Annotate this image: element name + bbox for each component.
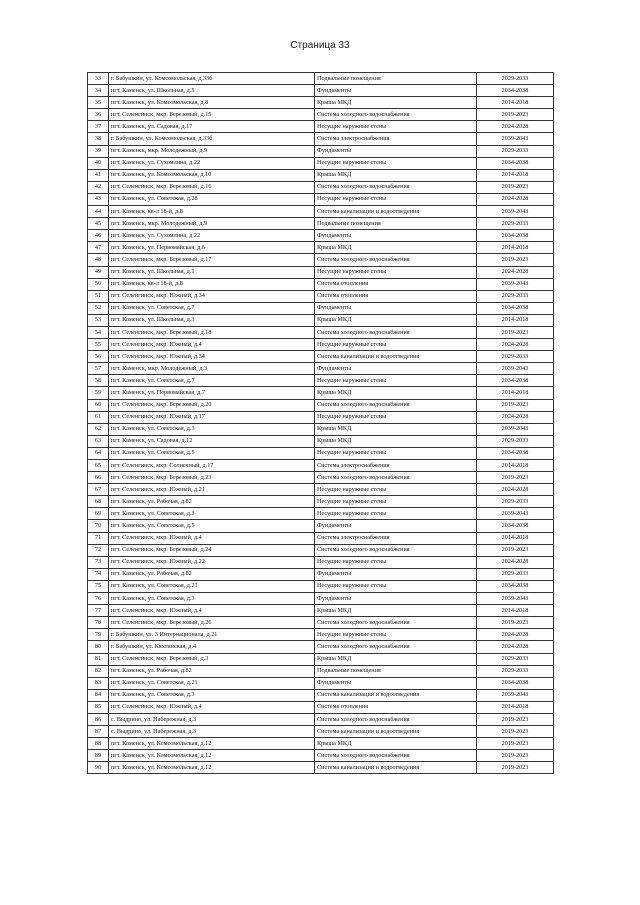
table-row bbox=[88, 762, 554, 774]
table-row bbox=[88, 193, 554, 205]
address-cell: пгт. Селенгинск, мкр. Южный, д.17 bbox=[109, 411, 315, 423]
table-row bbox=[88, 145, 554, 157]
work-type-cell: Несущие наружные стены bbox=[315, 375, 477, 387]
table-row bbox=[88, 508, 554, 520]
work-type-cell: Несущие наружные стены bbox=[315, 556, 477, 568]
row-number-cell: 73 bbox=[88, 556, 109, 568]
period-cell: 2039-2043 bbox=[477, 278, 554, 290]
period-cell: 2029-2033 bbox=[477, 73, 554, 85]
row-number-cell: 65 bbox=[88, 460, 109, 472]
period-cell: 2019-2023 bbox=[477, 109, 554, 121]
work-type-cell: Фундаменты bbox=[315, 145, 477, 157]
row-number-cell: 36 bbox=[88, 109, 109, 121]
period-cell: 2029-2033 bbox=[477, 145, 554, 157]
row-number-cell: 76 bbox=[88, 593, 109, 605]
address-cell: пгт. Селенгинск, мкр. Солнечный, д.17 bbox=[109, 460, 315, 472]
period-cell: 2029-2033 bbox=[477, 568, 554, 580]
work-type-cell: Крыша МКД bbox=[315, 169, 477, 181]
row-number-cell: 68 bbox=[88, 496, 109, 508]
address-cell: пгт. Селенгинск, мкр. Южный, д.34 bbox=[109, 290, 315, 302]
row-number-cell: 78 bbox=[88, 617, 109, 629]
work-type-cell: Несущие наружные стены bbox=[315, 411, 477, 423]
period-cell: 2034-2038 bbox=[477, 375, 554, 387]
address-cell: пгт. Селенгинск, мкр. Южный, д.34 bbox=[109, 351, 315, 363]
table-row bbox=[88, 447, 554, 459]
work-type-cell: Фундаменты bbox=[315, 363, 477, 375]
work-type-cell: Подвальные помещения bbox=[315, 665, 477, 677]
period-cell: 2014-2018 bbox=[477, 532, 554, 544]
row-number-cell: 49 bbox=[88, 266, 109, 278]
address-cell: пгт. Каменск, ул. Рабочая, д.82 bbox=[109, 496, 315, 508]
work-type-cell: Крыша МКД bbox=[315, 435, 477, 447]
address-cell: пгт. Каменск, ул. Советская, д.3 bbox=[109, 689, 315, 701]
work-type-cell: Несущие наружные стены bbox=[315, 157, 477, 169]
address-cell: пгт. Каменск, ул. Рабочая, д.82 bbox=[109, 568, 315, 580]
period-cell: 2019-2023 bbox=[477, 762, 554, 774]
work-type-cell: Система холодного водоснабжения bbox=[315, 544, 477, 556]
address-cell: с. Выдрино, ул. Набережная, д.3 bbox=[109, 713, 315, 725]
work-type-cell: Фундаменты bbox=[315, 230, 477, 242]
address-cell: с. Выдрино, ул. Набережная, д.3 bbox=[109, 726, 315, 738]
work-type-cell: Система канализации и водоотведения bbox=[315, 689, 477, 701]
period-cell: 2039-2043 bbox=[477, 133, 554, 145]
period-cell: 2034-2038 bbox=[477, 520, 554, 532]
work-type-cell: Несущие наружные стены bbox=[315, 121, 477, 133]
table-row bbox=[88, 520, 554, 532]
address-cell: пгт. Селенгинск, мкр. Березовый, д.20 bbox=[109, 399, 315, 411]
table-row bbox=[88, 605, 554, 617]
address-cell: пгт. Каменск, ул. Советская, д.21 bbox=[109, 580, 315, 592]
row-number-cell: 59 bbox=[88, 387, 109, 399]
address-cell: пгт. Каменск, ул. Комсомольская, д.10 bbox=[109, 169, 315, 181]
row-number-cell: 53 bbox=[88, 314, 109, 326]
row-number-cell: 47 bbox=[88, 242, 109, 254]
table-row bbox=[88, 460, 554, 472]
table-row bbox=[88, 532, 554, 544]
row-number-cell: 67 bbox=[88, 484, 109, 496]
table-row bbox=[88, 472, 554, 484]
row-number-cell: 87 bbox=[88, 726, 109, 738]
address-cell: пгт. Каменск, ул. Школьная, д.1 bbox=[109, 266, 315, 278]
work-type-cell: Несущие наружные стены bbox=[315, 339, 477, 351]
table-row bbox=[88, 363, 554, 375]
row-number-cell: 86 bbox=[88, 713, 109, 725]
page-number-header: Страница 33 bbox=[290, 40, 350, 51]
table-row bbox=[88, 109, 554, 121]
address-cell: пгт. Каменск, ул. Рабочая, д.82 bbox=[109, 665, 315, 677]
table-row bbox=[88, 568, 554, 580]
table-row bbox=[88, 73, 554, 85]
table-row bbox=[88, 387, 554, 399]
row-number-cell: 72 bbox=[88, 544, 109, 556]
table-row bbox=[88, 339, 554, 351]
address-cell: пгт. Селенгинск, мкр. Южный, д.4 bbox=[109, 701, 315, 713]
table-row bbox=[88, 375, 554, 387]
period-cell: 2034-2038 bbox=[477, 677, 554, 689]
period-cell: 2024-2028 bbox=[477, 556, 554, 568]
work-type-cell: Система канализации и водоотведения bbox=[315, 351, 477, 363]
work-type-cell: Фундаменты bbox=[315, 85, 477, 97]
row-number-cell: 63 bbox=[88, 435, 109, 447]
table-row bbox=[88, 278, 554, 290]
period-cell: 2029-2033 bbox=[477, 665, 554, 677]
row-number-cell: 85 bbox=[88, 701, 109, 713]
table-row bbox=[88, 713, 554, 725]
work-type-cell: Система холодного водоснабжения bbox=[315, 641, 477, 653]
period-cell: 2024-2028 bbox=[477, 641, 554, 653]
row-number-cell: 33 bbox=[88, 73, 109, 85]
address-cell: пгт. Селенгинск, мкр. Южный, д.4 bbox=[109, 532, 315, 544]
table-row bbox=[88, 266, 554, 278]
address-cell: пгт. Селенгинск, мкр. Березовый, д.18 bbox=[109, 326, 315, 338]
row-number-cell: 42 bbox=[88, 181, 109, 193]
row-number-cell: 80 bbox=[88, 641, 109, 653]
table-row bbox=[88, 230, 554, 242]
row-number-cell: 64 bbox=[88, 447, 109, 459]
period-cell: 2029-2033 bbox=[477, 496, 554, 508]
work-type-cell: Несущие наружные стены bbox=[315, 266, 477, 278]
row-number-cell: 54 bbox=[88, 326, 109, 338]
table-row bbox=[88, 399, 554, 411]
work-type-cell: Крыша МКД bbox=[315, 653, 477, 665]
address-cell: пгт. Каменск, ул. Садовая, д.12 bbox=[109, 435, 315, 447]
address-cell: пгт. Селенгинск, мкр. Березовый, д.26 bbox=[109, 617, 315, 629]
period-cell: 2019-2023 bbox=[477, 254, 554, 266]
row-number-cell: 90 bbox=[88, 762, 109, 774]
row-number-cell: 69 bbox=[88, 508, 109, 520]
address-cell: пгт. Каменск, кв-л 18-й, д.8 bbox=[109, 278, 315, 290]
row-number-cell: 77 bbox=[88, 605, 109, 617]
row-number-cell: 51 bbox=[88, 290, 109, 302]
table-row bbox=[88, 665, 554, 677]
address-cell: пгт. Каменск, ул. Сухомлина, д.22 bbox=[109, 230, 315, 242]
work-type-cell: Несущие наружные стены bbox=[315, 629, 477, 641]
address-cell: пгт. Каменск, ул. Советская, д.7 bbox=[109, 302, 315, 314]
table-row bbox=[88, 435, 554, 447]
table-row bbox=[88, 653, 554, 665]
table-row bbox=[88, 641, 554, 653]
period-cell: 2039-2043 bbox=[477, 689, 554, 701]
address-cell: пгт. Каменск, ул. Первомайская, д.7 bbox=[109, 387, 315, 399]
address-cell: пгт. Каменск, ул. Советская, д.5 bbox=[109, 520, 315, 532]
address-cell: пгт. Каменск, ул. Комсомольская, д.12 bbox=[109, 750, 315, 762]
table-row bbox=[88, 97, 554, 109]
row-number-cell: 82 bbox=[88, 665, 109, 677]
address-cell: пгт. Каменск, ул. Советская, д.3 bbox=[109, 508, 315, 520]
row-number-cell: 89 bbox=[88, 750, 109, 762]
row-number-cell: 57 bbox=[88, 363, 109, 375]
address-cell: г. Бабушкин, ул. Кяхтинская, д.4 bbox=[109, 641, 315, 653]
work-type-cell: Система отопления bbox=[315, 278, 477, 290]
address-cell: пгт. Селенгинск, мкр. Южный, д.4 bbox=[109, 605, 315, 617]
period-cell: 2029-2033 bbox=[477, 435, 554, 447]
address-cell: пгт. Каменск, мкр. Молодежный, д.9 bbox=[109, 218, 315, 230]
work-type-cell: Фундаменты bbox=[315, 520, 477, 532]
work-type-cell: Несущие наружные стены bbox=[315, 508, 477, 520]
table-row bbox=[88, 617, 554, 629]
row-number-cell: 83 bbox=[88, 677, 109, 689]
row-number-cell: 84 bbox=[88, 689, 109, 701]
period-cell: 2014-2018 bbox=[477, 460, 554, 472]
row-number-cell: 48 bbox=[88, 254, 109, 266]
work-type-cell: Система холодного водоснабжения bbox=[315, 109, 477, 121]
table-row bbox=[88, 701, 554, 713]
address-cell: пгт. Селенгинск, мкр. Южный, д.4 bbox=[109, 339, 315, 351]
work-type-cell: Система электроснабжения bbox=[315, 532, 477, 544]
table-row bbox=[88, 423, 554, 435]
address-cell: пгт. Каменск, ул. Советская, д.21 bbox=[109, 677, 315, 689]
table-row bbox=[88, 85, 554, 97]
address-cell: пгт. Селенгинск, мкр. Березовый, д.16 bbox=[109, 181, 315, 193]
work-type-cell: Система отопления bbox=[315, 290, 477, 302]
period-cell: 2019-2023 bbox=[477, 726, 554, 738]
period-cell: 2019-2023 bbox=[477, 738, 554, 750]
work-type-cell: Система канализации и водоотведения bbox=[315, 726, 477, 738]
table-row bbox=[88, 593, 554, 605]
period-cell: 2034-2038 bbox=[477, 85, 554, 97]
period-cell: 2029-2033 bbox=[477, 351, 554, 363]
table-row bbox=[88, 302, 554, 314]
work-type-cell: Крыша МКД bbox=[315, 387, 477, 399]
period-cell: 2019-2023 bbox=[477, 544, 554, 556]
row-number-cell: 38 bbox=[88, 133, 109, 145]
work-type-cell: Система холодного водоснабжения bbox=[315, 750, 477, 762]
address-cell: пгт. Каменск, ул. Советская, д.28 bbox=[109, 193, 315, 205]
work-type-cell: Несущие наружные стены bbox=[315, 484, 477, 496]
period-cell: 2014-2018 bbox=[477, 701, 554, 713]
row-number-cell: 88 bbox=[88, 738, 109, 750]
address-cell: пгт. Каменск, ул. Советская, д.7 bbox=[109, 375, 315, 387]
row-number-cell: 56 bbox=[88, 351, 109, 363]
address-cell: пгт. Каменск, ул. Советская, д.3 bbox=[109, 593, 315, 605]
row-number-cell: 41 bbox=[88, 169, 109, 181]
table-row bbox=[88, 169, 554, 181]
table-row bbox=[88, 484, 554, 496]
row-number-cell: 39 bbox=[88, 145, 109, 157]
period-cell: 2024-2028 bbox=[477, 266, 554, 278]
period-cell: 2034-2038 bbox=[477, 302, 554, 314]
row-number-cell: 70 bbox=[88, 520, 109, 532]
row-number-cell: 45 bbox=[88, 218, 109, 230]
address-cell: пгт. Каменск, ул. Садовая, д.17 bbox=[109, 121, 315, 133]
period-cell: 2014-2018 bbox=[477, 387, 554, 399]
row-number-cell: 61 bbox=[88, 411, 109, 423]
address-cell: пгт. Каменск, ул. Советская, д.5 bbox=[109, 447, 315, 459]
address-cell: пгт. Каменск, ул. Первомайская, д.6 bbox=[109, 242, 315, 254]
row-number-cell: 66 bbox=[88, 472, 109, 484]
period-cell: 2014-2018 bbox=[477, 97, 554, 109]
row-number-cell: 43 bbox=[88, 193, 109, 205]
table-row bbox=[88, 181, 554, 193]
address-cell: г. Бабушкин, ул. Комсомольская, д.33б bbox=[109, 133, 315, 145]
work-type-cell: Система канализации и водоотведения bbox=[315, 762, 477, 774]
row-number-cell: 74 bbox=[88, 568, 109, 580]
row-number-cell: 52 bbox=[88, 302, 109, 314]
period-cell: 2029-2033 bbox=[477, 218, 554, 230]
work-type-cell: Подвальные помещения bbox=[315, 218, 477, 230]
address-cell: пгт. Селенгинск, мкр. Березовый, д.3 bbox=[109, 653, 315, 665]
row-number-cell: 44 bbox=[88, 206, 109, 218]
period-cell: 2014-2018 bbox=[477, 605, 554, 617]
row-number-cell: 62 bbox=[88, 423, 109, 435]
table-row bbox=[88, 689, 554, 701]
table-row bbox=[88, 411, 554, 423]
period-cell: 2039-2043 bbox=[477, 206, 554, 218]
work-type-cell: Система холодного водоснабжения bbox=[315, 617, 477, 629]
row-number-cell: 34 bbox=[88, 85, 109, 97]
work-type-cell: Система отопления bbox=[315, 701, 477, 713]
repair-schedule-table bbox=[87, 72, 554, 774]
period-cell: 2039-2043 bbox=[477, 423, 554, 435]
row-number-cell: 46 bbox=[88, 230, 109, 242]
period-cell: 2019-2023 bbox=[477, 617, 554, 629]
table-row bbox=[88, 629, 554, 641]
address-cell: пгт. Каменск, ул. Советская, д.3 bbox=[109, 423, 315, 435]
address-cell: пгт. Каменск, ул. Сухомлина, д.22 bbox=[109, 157, 315, 169]
row-number-cell: 40 bbox=[88, 157, 109, 169]
table-row bbox=[88, 677, 554, 689]
address-cell: пгт. Селенгинск, мкр. Березовый, д.17 bbox=[109, 254, 315, 266]
address-cell: г. Бабушкин, ул. Комсомольская, д.33б bbox=[109, 73, 315, 85]
address-cell: пгт. Каменск, ул. Школьная, д.3 bbox=[109, 314, 315, 326]
address-cell: г. Бабушкин, ул. 3 Интернационала, д.21 bbox=[109, 629, 315, 641]
address-cell: пгт. Каменск, ул. Комсомольская, д.8 bbox=[109, 97, 315, 109]
work-type-cell: Крыша МКД bbox=[315, 97, 477, 109]
table-row bbox=[88, 496, 554, 508]
period-cell: 2034-2038 bbox=[477, 157, 554, 169]
row-number-cell: 37 bbox=[88, 121, 109, 133]
period-cell: 2039-2043 bbox=[477, 363, 554, 375]
address-cell: пгт. Каменск, мкр. Молодежный, д.3 bbox=[109, 363, 315, 375]
period-cell: 2024-2028 bbox=[477, 484, 554, 496]
period-cell: 2029-2033 bbox=[477, 290, 554, 302]
table-row bbox=[88, 254, 554, 266]
work-type-cell: Несущие наружные стены bbox=[315, 580, 477, 592]
period-cell: 2024-2028 bbox=[477, 193, 554, 205]
work-type-cell: Несущие наружные стены bbox=[315, 447, 477, 459]
work-type-cell: Фундаменты bbox=[315, 302, 477, 314]
table-row bbox=[88, 556, 554, 568]
row-number-cell: 75 bbox=[88, 580, 109, 592]
work-type-cell: Фундаменты bbox=[315, 568, 477, 580]
address-cell: пгт. Селенгинск, мкр. Березовый, д.15 bbox=[109, 109, 315, 121]
address-cell: пгт. Каменск, мкр. Молодежный, д.9 bbox=[109, 145, 315, 157]
table-row bbox=[88, 121, 554, 133]
row-number-cell: 58 bbox=[88, 375, 109, 387]
period-cell: 2019-2023 bbox=[477, 472, 554, 484]
period-cell: 2024-2028 bbox=[477, 629, 554, 641]
work-type-cell: Система холодного водоснабжения bbox=[315, 326, 477, 338]
table-row bbox=[88, 726, 554, 738]
work-type-cell: Крыша МКД bbox=[315, 242, 477, 254]
table-row bbox=[88, 157, 554, 169]
work-type-cell: Система электроснабжения bbox=[315, 133, 477, 145]
period-cell: 2019-2023 bbox=[477, 181, 554, 193]
work-type-cell: Система холодного водоснабжения bbox=[315, 399, 477, 411]
work-type-cell: Система холодного водоснабжения bbox=[315, 713, 477, 725]
row-number-cell: 35 bbox=[88, 97, 109, 109]
work-type-cell: Крыша МКД bbox=[315, 423, 477, 435]
work-type-cell: Крыша МКД bbox=[315, 314, 477, 326]
period-cell: 2019-2023 bbox=[477, 399, 554, 411]
period-cell: 2014-2018 bbox=[477, 242, 554, 254]
period-cell: 2014-2018 bbox=[477, 314, 554, 326]
address-cell: пгт. Каменск, ул. Школьная, д.5 bbox=[109, 85, 315, 97]
table-row bbox=[88, 218, 554, 230]
table-row bbox=[88, 544, 554, 556]
address-cell: пгт. Каменск, ул. Комсомольская, д.12 bbox=[109, 762, 315, 774]
period-cell: 2034-2038 bbox=[477, 230, 554, 242]
work-type-cell: Система канализации и водоотведения bbox=[315, 206, 477, 218]
period-cell: 2019-2023 bbox=[477, 713, 554, 725]
address-cell: пгт. Каменск, ул. Комсомольская, д.12 bbox=[109, 738, 315, 750]
table-row bbox=[88, 314, 554, 326]
address-cell: пгт. Каменск, кв-л 18-й, д.8 bbox=[109, 206, 315, 218]
address-cell: пгт. Селенгинск, мкр. Южный, д.21 bbox=[109, 484, 315, 496]
work-type-cell: Несущие наружные стены bbox=[315, 193, 477, 205]
work-type-cell: Подвальные помещения bbox=[315, 73, 477, 85]
period-cell: 2019-2023 bbox=[477, 750, 554, 762]
address-cell: пгт. Селенгинск, мкр. Березовый, д.24 bbox=[109, 544, 315, 556]
table-row bbox=[88, 351, 554, 363]
table-row bbox=[88, 206, 554, 218]
period-cell: 2039-2043 bbox=[477, 508, 554, 520]
period-cell: 2019-2023 bbox=[477, 326, 554, 338]
work-type-cell: Фундаменты bbox=[315, 593, 477, 605]
table-row bbox=[88, 738, 554, 750]
period-cell: 2039-2043 bbox=[477, 593, 554, 605]
period-cell: 2029-2033 bbox=[477, 653, 554, 665]
table-row bbox=[88, 290, 554, 302]
table-row bbox=[88, 326, 554, 338]
row-number-cell: 81 bbox=[88, 653, 109, 665]
work-type-cell: Система холодного водоснабжения bbox=[315, 472, 477, 484]
work-type-cell: Система холодного водоснабжения bbox=[315, 254, 477, 266]
period-cell: 2024-2028 bbox=[477, 411, 554, 423]
work-type-cell: Крыша МКД bbox=[315, 605, 477, 617]
row-number-cell: 55 bbox=[88, 339, 109, 351]
period-cell: 2034-2038 bbox=[477, 447, 554, 459]
table-row bbox=[88, 580, 554, 592]
table-row bbox=[88, 750, 554, 762]
period-cell: 2014-2018 bbox=[477, 169, 554, 181]
work-type-cell: Крыша МКД bbox=[315, 738, 477, 750]
period-cell: 2034-2038 bbox=[477, 580, 554, 592]
work-type-cell: Система электроснабжения bbox=[315, 460, 477, 472]
row-number-cell: 71 bbox=[88, 532, 109, 544]
address-cell: пгт. Селенгинск, мкр. Березовый, д.23 bbox=[109, 472, 315, 484]
row-number-cell: 60 bbox=[88, 399, 109, 411]
period-cell: 2024-2028 bbox=[477, 121, 554, 133]
table-row bbox=[88, 242, 554, 254]
period-cell: 2024-2028 bbox=[477, 339, 554, 351]
work-type-cell: Фундаменты bbox=[315, 677, 477, 689]
table-row bbox=[88, 133, 554, 145]
row-number-cell: 79 bbox=[88, 629, 109, 641]
work-type-cell: Система холодного водоснабжения bbox=[315, 181, 477, 193]
address-cell: пгт. Селенгинск, мкр. Южный, д.22 bbox=[109, 556, 315, 568]
work-type-cell: Несущие наружные стены bbox=[315, 496, 477, 508]
row-number-cell: 50 bbox=[88, 278, 109, 290]
